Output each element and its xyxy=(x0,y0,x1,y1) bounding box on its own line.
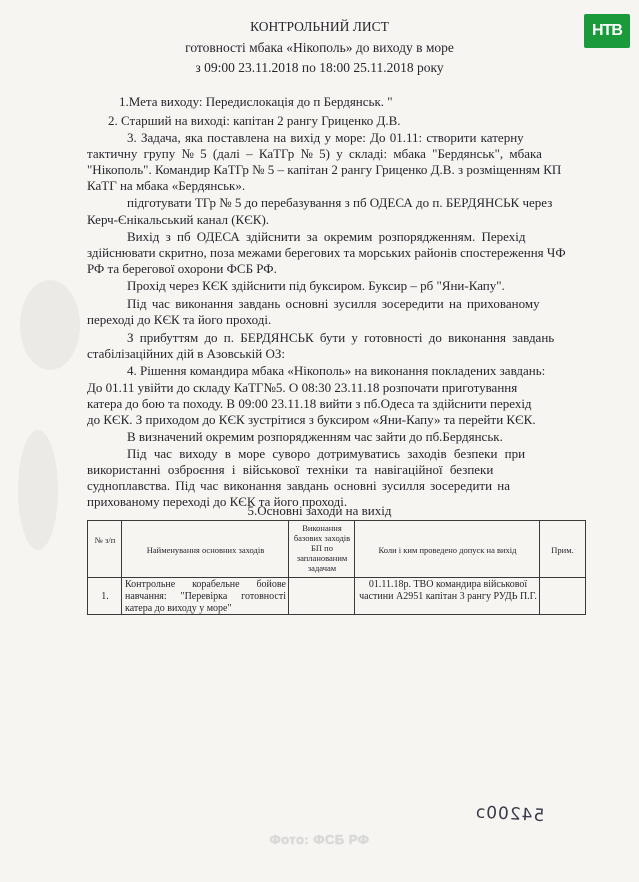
body-line: до КЄК. З приходом до КЄК зустрітися з буксиром «Яни-Капу» та перейти КЄК. xyxy=(87,412,536,427)
body-line: здійснювати скритно, поза межами берегових та морських районів спостереження ЧФ xyxy=(87,245,566,260)
table-header-cell: № з/п xyxy=(94,535,116,545)
document-title: КОНТРОЛЬНИЙ ЛИСТ xyxy=(250,19,389,34)
body-line: 2. Старший на виході: капітан 2 рангу Гриценко Д.В. xyxy=(108,113,401,128)
body-line: Під час виконання завдань основні зусилля зосередити на прихованому xyxy=(127,296,540,311)
body-line: "Нікополь". Командир КаТГр № 5 – капітан 2 рангу Гриценко Д.В. з розміщенням КП xyxy=(87,162,562,177)
body-line: 3. Задача, яка поставлена на вихід у море: До 01.11: створити катерну xyxy=(127,130,524,145)
body-line: катера до бою та походу. В 09:00 23.11.18 вийти з пб.Одеса та здійснити перехід xyxy=(87,396,532,411)
body-line: стабілізаційних дій в Азовській ОЗ: xyxy=(87,346,285,361)
body-line: РФ та берегової охорони ФСБ РФ. xyxy=(87,261,277,276)
body-line: 1.Мета виходу: Передислокація до п Бердянськ. " xyxy=(119,94,393,109)
body-line: Вихід з пб ОДЕСА здійснити за окремим розпорядженням. Перехід xyxy=(127,229,526,244)
document-subtitle: готовності мбака «Нікополь» до виходу в море xyxy=(185,40,454,55)
table-header-divider xyxy=(88,577,585,578)
paper-smudge xyxy=(18,430,58,550)
body-line: Прохід через КЄК здійснити під буксиром. Буксир – рб "Яни-Капу". xyxy=(127,278,505,293)
body-line: Під час виходу в море суворо дотримуватись заходів безпеки при xyxy=(127,446,526,461)
table-header-cell: Прим. xyxy=(551,545,574,555)
body-line: З прибуттям до п. БЕРДЯНСЬК бути у готовності до виконання завдань xyxy=(127,330,555,345)
body-line: До 01.11 увійти до складу КаТГ№5. О 08:30 23.11.18 розпочати приготування xyxy=(87,380,518,395)
table-cell-measure: Контрольне корабельне бойове навчання: "Перевірка готовності катера до виходу у море" xyxy=(125,579,286,614)
body-line: використанні озброєння і військової техніки та навігаційної безпеки xyxy=(87,462,494,477)
body-line: тактичну групу № 5 (далі – КаТГр № 5) у складі: мбака "Бердянськ", мбака xyxy=(87,146,542,161)
body-line: КаТГ на мбака «Бердянськ». xyxy=(87,178,246,193)
body-line: судноплавства. Під час виконання завдань основні зусилля зосередити на xyxy=(87,478,511,493)
photo-credit-watermark: Фото: ФСБ РФ xyxy=(269,832,370,847)
table-cell-admission: 01.11.18р. ТВО командира військової частини А2951 капітан 3 рангу РУДЬ П.Г. xyxy=(359,579,537,602)
table-header-cell: Найменування основних заходів xyxy=(146,545,265,555)
ntv-logo: НТВ xyxy=(584,14,630,48)
handwritten-number: 54200ɔ xyxy=(474,802,545,827)
measures-table xyxy=(87,520,586,615)
body-line: переході до КЄК та його проході. xyxy=(87,312,272,327)
document-period: з 09:00 23.11.2018 по 18:00 25.11.2018 року xyxy=(195,60,444,75)
table-header-cell: Виконання базових заходів БП по запланованим задачам xyxy=(293,523,351,573)
table-header-cell: Коли і ким проведено допуск на вихід xyxy=(378,545,517,555)
body-line: Керч-Єнікальський канал (КЄК). xyxy=(87,212,270,227)
body-line: В визначений окремим розпорядженням час зайти до пб.Бердянськ. xyxy=(127,429,503,444)
table-cell-num: 1. xyxy=(101,591,109,602)
paper-smudge xyxy=(20,280,80,370)
section-title: 5.Основні заходи на вихід xyxy=(247,503,392,518)
body-line: 4. Рішення командира мбака «Нікополь» на виконання покладених завдань: xyxy=(127,363,546,378)
body-line: прихованому переході до КЄК та його проході. xyxy=(87,494,348,509)
body-line: підготувати ТГр № 5 до перебазування з пб ОДЕСА до п. БЕРДЯНСЬК через xyxy=(127,195,553,210)
